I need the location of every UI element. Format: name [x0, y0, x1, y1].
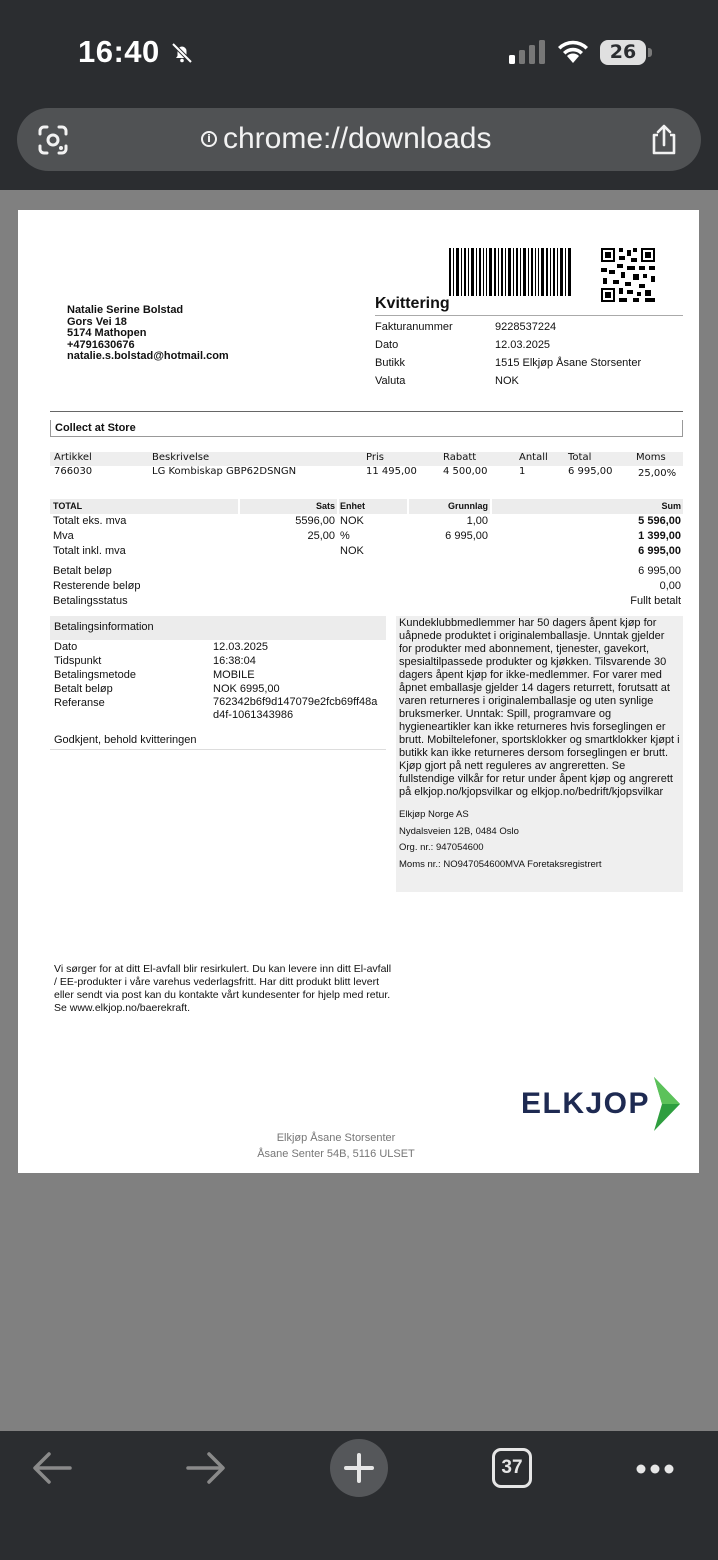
table-row: [50, 514, 683, 529]
logo-wordmark: ELKJOP: [521, 1087, 651, 1120]
logo-chevron-icon: [652, 1075, 682, 1133]
total-sum: 1 399,00: [638, 530, 681, 542]
title-divider: [375, 315, 683, 316]
article-total: 6 995,00: [568, 466, 613, 477]
article-discount: 4 500,00: [443, 466, 488, 477]
payinfo-value: NOK 6995,00: [213, 683, 280, 695]
article-number: 766030: [54, 466, 93, 477]
table-row: [50, 466, 683, 482]
info-row: [375, 336, 641, 354]
col-enhet: Enhet: [339, 499, 407, 514]
payinfo-value: MOBILE: [213, 669, 255, 681]
totals-table: [50, 514, 683, 559]
col-sum: Sum: [492, 499, 683, 514]
table-row: [50, 668, 386, 682]
table-row: [50, 696, 386, 724]
info-row: [375, 354, 641, 372]
tab-switcher-button[interactable]: 37: [492, 1448, 532, 1488]
total-grunnlag: 6 995,00: [445, 530, 488, 542]
total-sats: 5596,00: [295, 515, 335, 527]
browser-top-bar: [0, 0, 718, 190]
address-bar[interactable]: [17, 108, 701, 171]
browser-bottom-toolbar: [0, 1431, 718, 1560]
info-row: [375, 372, 641, 390]
total-sum: 5 596,00: [638, 515, 681, 527]
company-org-number: Org. nr.: 947054600: [399, 842, 484, 853]
receipt-page: [18, 210, 699, 1173]
barcode-image: [449, 248, 571, 296]
receipt-title: Kvittering: [375, 295, 450, 312]
total-label: Totalt eks. mva: [53, 515, 127, 527]
total-grunnlag: 1,00: [466, 515, 488, 527]
customer-phone: +4791630676: [67, 338, 135, 351]
battery-level: 26: [600, 40, 646, 65]
col-sats: Sats: [240, 499, 337, 514]
table-row: [50, 594, 683, 609]
info-row: [375, 318, 641, 336]
total-sum: 6 995,00: [638, 545, 681, 557]
payinfo-label: Referanse: [54, 697, 105, 709]
company-address: Nydalsveien 12B, 0484 Oslo: [399, 825, 519, 837]
company-info: [399, 807, 680, 873]
info-label: Butikk: [375, 357, 405, 369]
table-row: [50, 579, 683, 594]
payment-label: Betalt beløp: [53, 565, 112, 577]
share-icon[interactable]: [649, 124, 679, 156]
recycling-note: Vi sørger for at ditt El-avfall blir resirkulert. Du kan levere inn ditt El-avfall / EE-produkter i våre varehus vederlagsfritt. Har ditt produkt blitt levert eller sendt via post kan du kontakte vårt kundesenter for hjelp med retur. Se www.elkjop.no/baerekraft.: [54, 963, 392, 1014]
back-arrow-icon[interactable]: [32, 1451, 72, 1485]
payment-value: Fullt betalt: [630, 595, 681, 607]
payinfo-label: Tidspunkt: [54, 655, 102, 667]
payinfo-label: Betalt beløp: [54, 683, 113, 695]
battery-nub: [648, 48, 652, 57]
footer-address: Åsane Senter 54B, 5116 ULSET: [257, 1148, 415, 1160]
col-rabatt: Rabatt: [443, 452, 477, 463]
payment-summary: [50, 564, 683, 609]
table-row: [50, 640, 386, 654]
info-label: Fakturanummer: [375, 321, 453, 333]
total-enhet: %: [340, 530, 350, 542]
elkjop-logo: [521, 1075, 682, 1133]
col-grunnlag: Grunnlag: [409, 499, 490, 514]
status-time: 16:40: [78, 34, 160, 69]
forward-arrow-icon[interactable]: [186, 1451, 226, 1485]
payinfo-reference: 762342b6f9d147079e2fcb69ff48ad4f-1061343986: [213, 696, 378, 721]
wifi-icon: [556, 38, 590, 64]
col-total-label: TOTAL: [50, 499, 238, 514]
receipt-info: [375, 318, 641, 390]
receipt-footer: [18, 1130, 699, 1162]
payinfo-value: 16:38:04: [213, 655, 256, 667]
total-enhet: NOK: [340, 545, 364, 557]
customer-block: [67, 305, 229, 363]
table-row: [50, 564, 683, 579]
approval-note: Godkjent, behold kvitteringen: [50, 734, 386, 750]
customer-street: Gors Vei 18: [67, 315, 127, 328]
article-table-header: [50, 452, 683, 466]
payinfo-value: 12.03.2025: [213, 641, 269, 653]
table-row: [50, 544, 683, 559]
total-label: Totalt inkl. mva: [53, 545, 126, 557]
company-name: Elkjøp Norge AS: [399, 809, 469, 820]
return-terms-text: Kundeklubbmedlemmer har 50 dagers åpent kjøp for uåpnede produktet i originalemballasje. Unntak gjelder for produkter med abonnement, tjenester, gavekort, spesialtilpassede produkter og kjøkken. Tilsvarende 30 dagers åpent kjøp for ikke-medlemmer. For varer med åpnet emballasje gjelder 14 dagers returrett, forutsatt at varen returneres i originalemballasje og uten synlige bruksmerker. Unntak: Spill, programvare og hygieneartikler kan ikke returneres hvis forseglingen er brutt. Mobiltelefoner, sportsklokker og smartklokker kjøpt i butikk kan ikke returneres dersom forseglingen er brutt. Kjøp gjort på nett reguleres av angreretten. Se fullstendige vilkår for retur under åpent kjøp og angrerett på elkjop.no/kjopsvilkar og elkjop.no/bedrift/kjopsvilkar: [399, 617, 680, 798]
site-info-icon[interactable]: i: [201, 131, 217, 147]
collect-at-store-label: Collect at Store: [50, 420, 683, 437]
footer-store: Elkjøp Åsane Storsenter: [276, 1132, 396, 1144]
company-vat-number: Moms nr.: NO947054600MVA Foretaksregistrert: [399, 858, 602, 870]
table-row: [50, 654, 386, 668]
payment-info-title: Betalingsinformation: [50, 616, 386, 640]
total-label: Mva: [53, 530, 74, 542]
new-tab-button[interactable]: [330, 1439, 388, 1497]
info-label: Dato: [375, 339, 399, 351]
payment-info-table: [50, 640, 386, 724]
table-row: [50, 682, 386, 696]
payinfo-label: Dato: [54, 641, 78, 653]
payinfo-label: Betalingsmetode: [54, 669, 136, 681]
cellular-signal-icon: [509, 40, 545, 64]
info-label: Valuta: [375, 375, 406, 387]
bell-muted-icon: [170, 41, 194, 65]
google-lens-icon[interactable]: [37, 124, 69, 156]
payment-label: Resterende beløp: [53, 580, 141, 592]
url-text: chrome://downloads: [223, 122, 492, 155]
article-vat: 25,00%: [638, 468, 677, 479]
qr-code-image: [601, 248, 655, 302]
total-sats: 25,00: [307, 530, 335, 542]
payment-label: Betalingsstatus: [53, 595, 128, 607]
battery-indicator: [600, 40, 652, 65]
info-value: 12.03.2025: [495, 339, 551, 351]
more-options-icon[interactable]: [636, 1464, 674, 1474]
info-value: 1515 Elkjøp Åsane Storsenter: [495, 357, 642, 369]
table-row: [50, 529, 683, 544]
url-display[interactable]: [201, 122, 491, 156]
article-price: 11 495,00: [366, 466, 417, 477]
article-quantity: 1: [519, 466, 526, 477]
customer-postal: 5174 Mathopen: [67, 327, 147, 339]
col-antall: Antall: [519, 452, 548, 463]
info-value: 9228537224: [495, 321, 557, 333]
return-terms-box: [396, 616, 683, 892]
col-moms: Moms: [636, 452, 666, 463]
col-beskrivelse: Beskrivelse: [152, 452, 210, 463]
payment-value: 0,00: [659, 580, 681, 592]
info-value: NOK: [495, 375, 519, 387]
article-description: LG Kombiskap GBP62DSNGN: [152, 466, 297, 477]
col-total: Total: [568, 452, 592, 463]
payment-value: 6 995,00: [638, 565, 681, 577]
customer-name: Natalie Serine Bolstad: [67, 304, 184, 316]
totals-table-header: [50, 499, 683, 514]
total-enhet: NOK: [340, 515, 364, 527]
section-divider: [50, 411, 683, 412]
plus-icon: [343, 1452, 375, 1484]
col-pris: Pris: [366, 452, 384, 463]
customer-email: natalie.s.bolstad@hotmail.com: [67, 350, 229, 362]
col-artikkel: Artikkel: [54, 452, 92, 463]
